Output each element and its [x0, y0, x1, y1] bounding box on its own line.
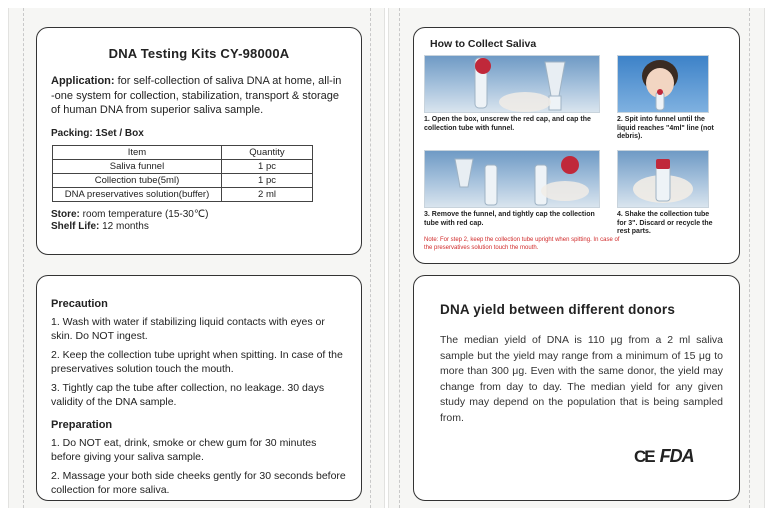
step4-caption: 4. Shake the collection tube for 3". Discard or recycle the rest parts. — [617, 211, 713, 235]
dna-yield-card — [413, 275, 740, 501]
precaution-item: 2. Keep the collection tube upright when spitting. In case of the preservatives solution touch the mouth. — [51, 349, 343, 375]
storage-info — [51, 209, 347, 234]
table-cell: Saliva funnel — [53, 159, 222, 173]
precaution-title: Precaution — [51, 298, 108, 310]
table-header-row — [53, 145, 313, 159]
application-text — [51, 74, 347, 118]
shelf-life-label: Shelf Life: — [51, 221, 100, 232]
packing-label: Packing: 1Set / Box — [51, 127, 144, 139]
precaution-item: 1. Wash with water if stabilizing liquid contacts with eyes or skin. Do NOT ingest. — [51, 316, 325, 342]
girl-spitting-illustration — [618, 56, 708, 112]
certification-logos — [634, 446, 694, 467]
yield-description: The median yield of DNA is 110 μg from a 2 ml saliva sample but the yield may range from a minimum of 15 μg to more than 300 μg. Even with the same donor, the yield may change from day to day. The median yield for any given study may depend on the population that is being sampled from. — [440, 334, 723, 424]
cut-line — [370, 8, 371, 508]
precaution-item: 3. Tightly cap the tube after collection, no leakage. 30 days validity of the DNA sample. — [51, 382, 325, 408]
table-cell: DNA preservatives solution(buffer) — [53, 187, 222, 201]
cut-line — [749, 8, 750, 508]
tube-illustration — [425, 56, 599, 112]
step2-caption: 2. Spit into funnel until the liquid reaches "4ml" line (not debris). — [617, 116, 714, 140]
step3-caption: 3. Remove the funnel, and tightly cap the collection tube with red cap. — [424, 211, 595, 227]
step4-photo — [617, 150, 709, 208]
table-cell: 1 pc — [222, 159, 313, 173]
cut-line — [399, 8, 400, 508]
table-cell: 1 pc — [222, 173, 313, 187]
step2-photo — [617, 55, 709, 113]
table-row — [53, 187, 313, 201]
table-header: Item — [53, 145, 222, 159]
table-cell: 2 ml — [222, 187, 313, 201]
table-row — [53, 159, 313, 173]
right-panel — [388, 8, 765, 508]
yield-title: DNA yield between different donors — [440, 302, 676, 317]
application-label: Application: — [51, 75, 115, 87]
tube-illustration — [425, 151, 599, 207]
step3-photo — [424, 150, 600, 208]
packing-table — [52, 145, 313, 202]
precaution-card — [36, 275, 362, 501]
fda-logo: FDA — [659, 446, 694, 466]
spitting-note: Note: For step 2, keep the collection tube upright when spitting. In case of the preservatives solution touch the mouth. — [424, 237, 620, 251]
ce-mark-logo: CE — [634, 446, 654, 466]
table-cell: Collection tube(5ml) — [53, 173, 222, 187]
preparation-title: Preparation — [51, 419, 113, 431]
shelf-life-value: 12 months — [99, 221, 149, 232]
table-row — [53, 173, 313, 187]
kit-info-card — [36, 27, 362, 255]
store-label: Store: — [51, 208, 80, 220]
store-line — [51, 209, 347, 222]
saliva-title: How to Collect Saliva — [430, 38, 537, 50]
tube-illustration — [618, 151, 708, 207]
step1-caption: 1. Open the box, unscrew the red cap, and cap the collection tube with funnel. — [424, 116, 591, 132]
store-value: room temperature (15-30℃) — [79, 208, 209, 220]
preparation-item: 2. Massage your both side cheeks gently for 30 seconds before collection for more saliva. — [51, 470, 346, 496]
step1-photo — [424, 55, 600, 113]
application-value: for self-collection of saliva DNA at home, all-in -one system for collection, stabilization, transport & storage of human DNA from superior saliva sample. — [51, 75, 342, 116]
shelf-life-line — [51, 221, 347, 234]
saliva-collection-card — [413, 27, 740, 264]
cut-line — [23, 8, 24, 508]
kit-title: DNA Testing Kits CY-98000A — [108, 46, 290, 61]
table-header: Quantity — [222, 145, 313, 159]
left-panel — [8, 8, 385, 508]
preparation-item: 1. Do NOT eat, drink, smoke or chew gum for 30 minutes before giving your saliva sample. — [51, 437, 317, 463]
